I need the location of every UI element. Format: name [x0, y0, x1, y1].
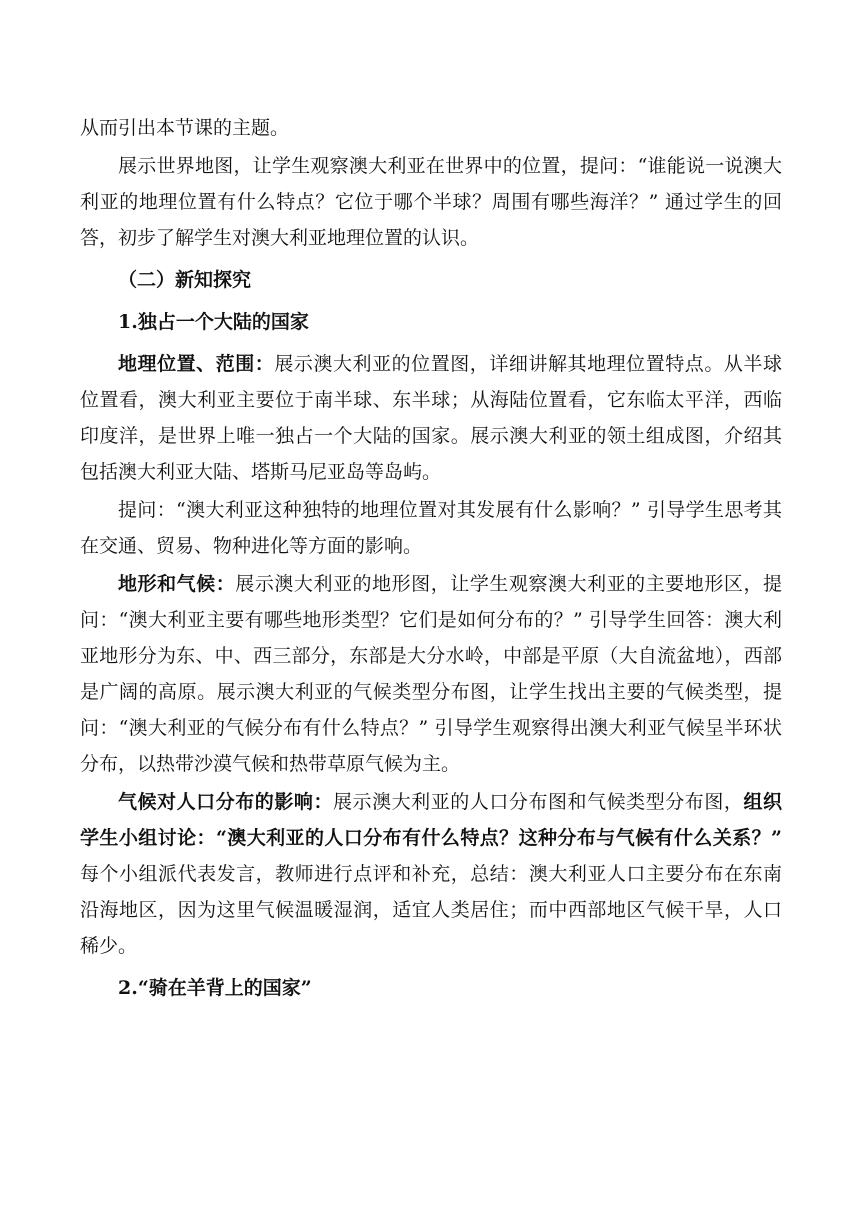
section-heading: （二）新知探究: [118, 269, 252, 291]
intro-paragraph: 展示世界地图，让学生观察澳大利亚在世界中的位置，提问：“谁能说一说澳大利亚的地理位置有什么特点？它位于哪个半球？周围有哪些海洋？” 通过学生的回答，初步了解学生对澳大利亚地理位置的认识。: [80, 155, 782, 249]
geo-text: 展示澳大利亚的位置图，详细讲解其地理位置特点。从半球位置看，澳大利亚主要位于南半球、东半球；从海陆位置看，它东临太平洋，西临印度洋，是世界上唯一独占一个大陆的国家。展示澳大利亚的领土组成图，介绍其包括澳大利亚大陆、塔斯马尼亚岛等岛屿。: [80, 353, 782, 483]
geo-paragraph: [80, 346, 782, 490]
document-page: [80, 110, 782, 1006]
climate-label: 气候对人口分布的影响：: [118, 791, 333, 813]
climate-paragraph: [80, 784, 782, 964]
terrain-paragraph: [80, 566, 782, 782]
geo-label: 地理位置、范围：: [118, 353, 275, 375]
terrain-text: 展示澳大利亚的地形图，让学生观察澳大利亚的主要地形区，提问：“澳大利亚主要有哪些地形类型？它们是如何分布的？” 引导学生回答：澳大利亚地形分为东、中、西三部分，东部是大分水岭，中部是平原（大自流盆地），西部是广阔的高原。展示澳大利亚的气候类型分布图，让学生找出主要的气候类型，提问：“澳大利亚的气候分布有什么特点？” 引导学生观察得出澳大利亚气候呈半环状分布，以热带沙漠气候和热带草原气候为主。: [80, 573, 782, 775]
question-paragraph: 提问：“澳大利亚这种独特的地理位置对其发展有什么影响？” 引导学生思考其在交通、贸易、物种进化等方面的影响。: [80, 499, 782, 557]
climate-text-b: 每个小组派代表发言，教师进行点评和补充，总结：澳大利亚人口主要分布在东南沿海地区，因为这里气候温暖湿润，适宜人类居住；而中西部地区气候干旱，人口稀少。: [80, 863, 782, 957]
subsection-heading-1: 1.独占一个大陆的国家: [118, 311, 309, 333]
terrain-label: 地形和气候：: [118, 573, 236, 595]
intro-tail-paragraph: 从而引出本节课的主题。: [80, 117, 290, 139]
climate-text-bold: 组织学生小组讨论：“澳大利亚的人口分布有什么特点？这种分布与气候有什么关系？”: [80, 791, 782, 849]
subsection-heading-2: 2.“骑在羊背上的国家”: [118, 977, 312, 999]
climate-text-a: 展示澳大利亚的人口分布图和气候类型分布图，: [333, 791, 744, 813]
